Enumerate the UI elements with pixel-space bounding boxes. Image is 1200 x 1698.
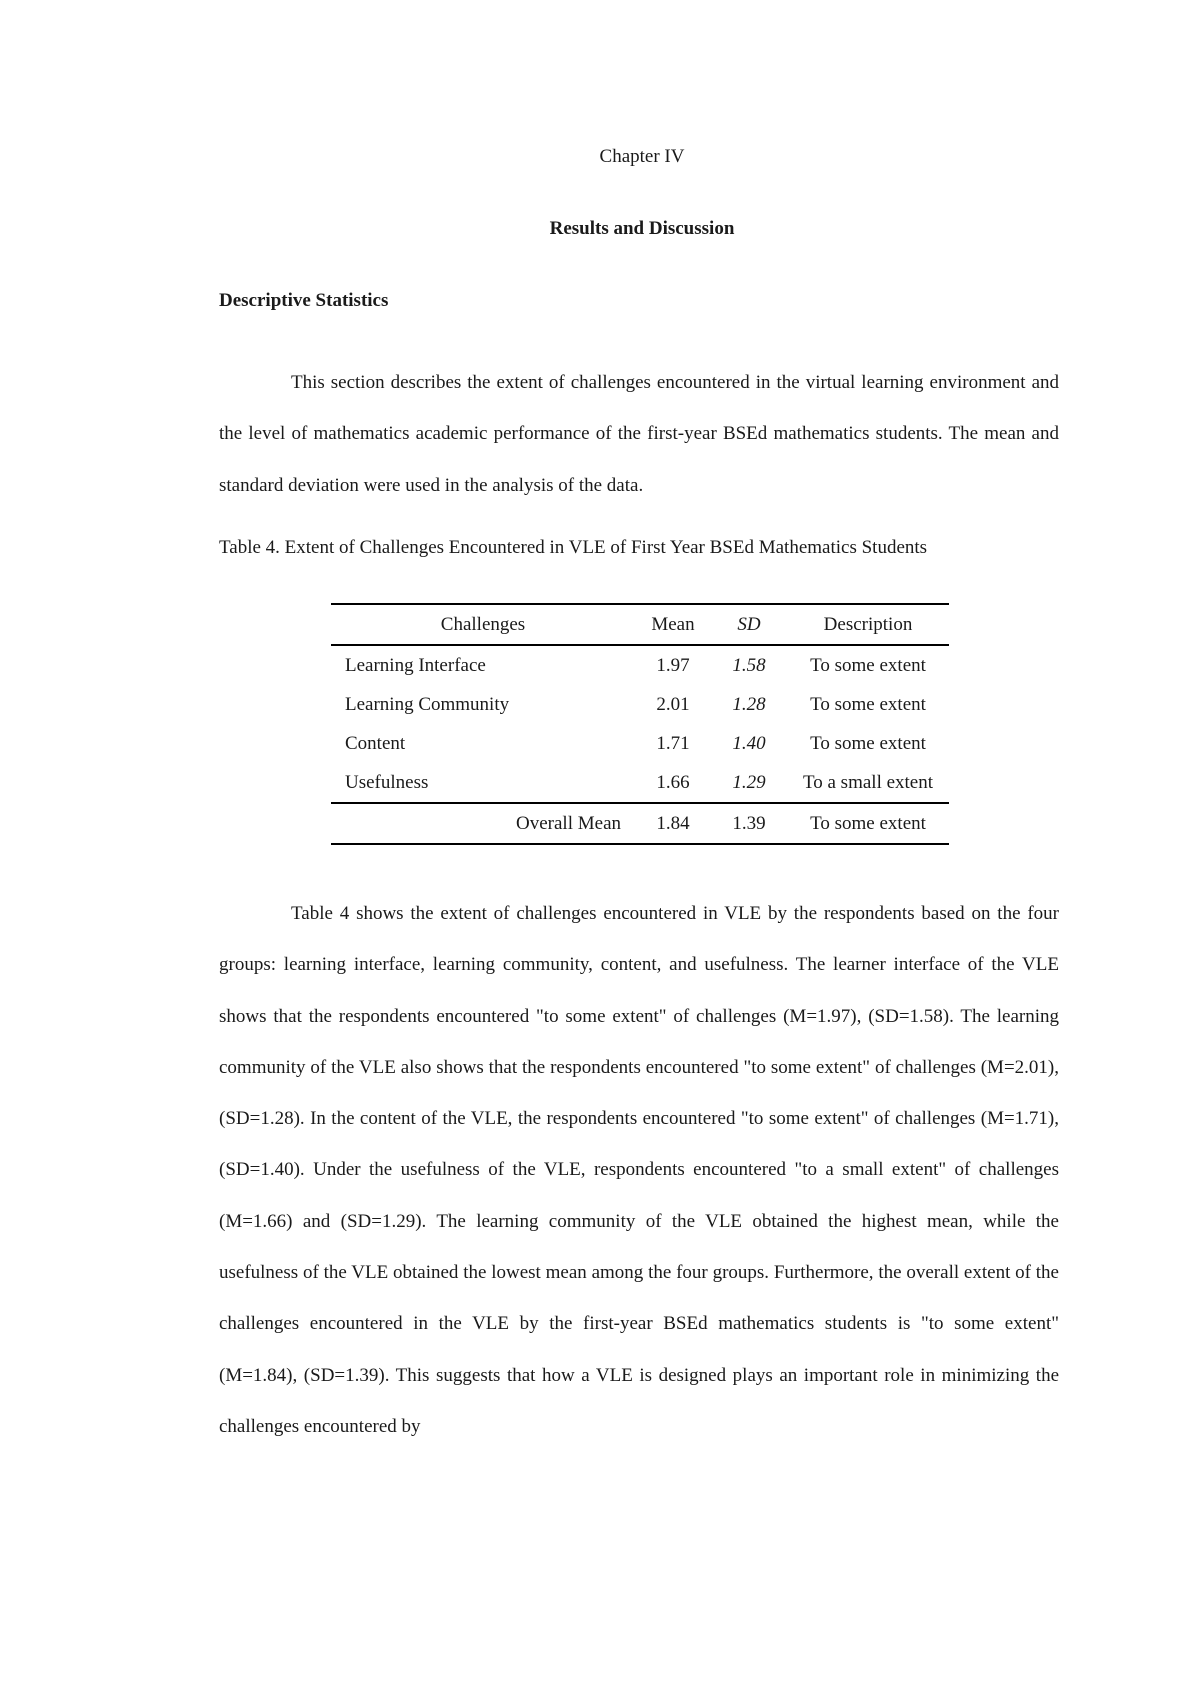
table-row: [331, 685, 949, 724]
row-description: To some extent: [810, 654, 926, 676]
row-description: To a small extent: [802, 771, 934, 793]
row-sd: 1.29: [732, 771, 766, 793]
row-mean: 1.71: [656, 732, 690, 754]
discussion-paragraph: Table 4 shows the extent of challenges encountered in VLE by the respondents based on the four groups: learning interface, learning community, content, and usefulness. The learner interface of the VLE shows that the respondents encountered "to some extent" of challenges (M=1.97), (SD=1.58). The learning community of the VLE also shows that the respondents encountered "to some extent" of challenges (M=2.01), (SD=1.28). In the content of the VLE, the respondents encountered "to some extent" of challenges (M=1.71), (SD=1.40). Under the usefulness of the VLE, respondents encountered "to a small extent" of challenges (M=1.66) and (SD=1.29). The learning community of the VLE obtained the highest mean, while the usefulness of the VLE obtained the lowest mean among the four groups. Furthermore, the overall extent of the challenges encountered in the VLE by the first-year BSEd mathematics students is "to some extent" (M=1.84), (SD=1.39). This suggests that how a VLE is designed plays an important role in minimizing the challenges encountered by: [219, 903, 1059, 1437]
chapter-number: Chapter IV: [599, 146, 685, 167]
row-sd: 1.58: [732, 654, 766, 676]
overall-row: [331, 803, 949, 844]
intro-paragraph: This section describes the extent of challenges encountered in the virtual learning environment and the level of mathematics academic performance of the first-year BSEd mathematics students. The mean and standard deviation were used in the analysis of the data.: [219, 372, 1059, 496]
table-row: [331, 724, 949, 763]
row-challenge: Learning Interface: [345, 654, 486, 676]
row-challenge: Content: [345, 732, 406, 754]
row-sd: 1.40: [732, 732, 766, 754]
overall-description: To some extent: [810, 812, 926, 834]
row-mean: 2.01: [656, 693, 690, 715]
overall-mean: 1.84: [656, 812, 690, 834]
row-description: To some extent: [810, 732, 926, 754]
challenges-table: [331, 603, 949, 845]
table-row: [331, 763, 949, 803]
row-mean: 1.66: [656, 771, 690, 793]
chapter-title: Results and Discussion: [549, 218, 735, 239]
row-sd: 1.28: [732, 693, 766, 715]
header-challenges: Challenges: [440, 613, 526, 635]
row-description: To some extent: [810, 693, 926, 715]
overall-label: Overall Mean: [516, 812, 621, 834]
section-heading: Descriptive Statistics: [219, 290, 389, 311]
header-sd: SD: [737, 613, 761, 635]
table-header-row: [331, 604, 949, 645]
row-mean: 1.97: [656, 654, 690, 676]
table-caption: Table 4. Extent of Challenges Encountered in VLE of First Year BSEd Mathematics Students: [219, 537, 928, 558]
row-challenge: Learning Community: [345, 693, 510, 715]
header-mean: Mean: [651, 613, 695, 635]
overall-sd: 1.39: [732, 812, 766, 834]
header-description: Description: [823, 613, 913, 635]
row-challenge: Usefulness: [345, 771, 429, 793]
table-row: [331, 645, 949, 685]
